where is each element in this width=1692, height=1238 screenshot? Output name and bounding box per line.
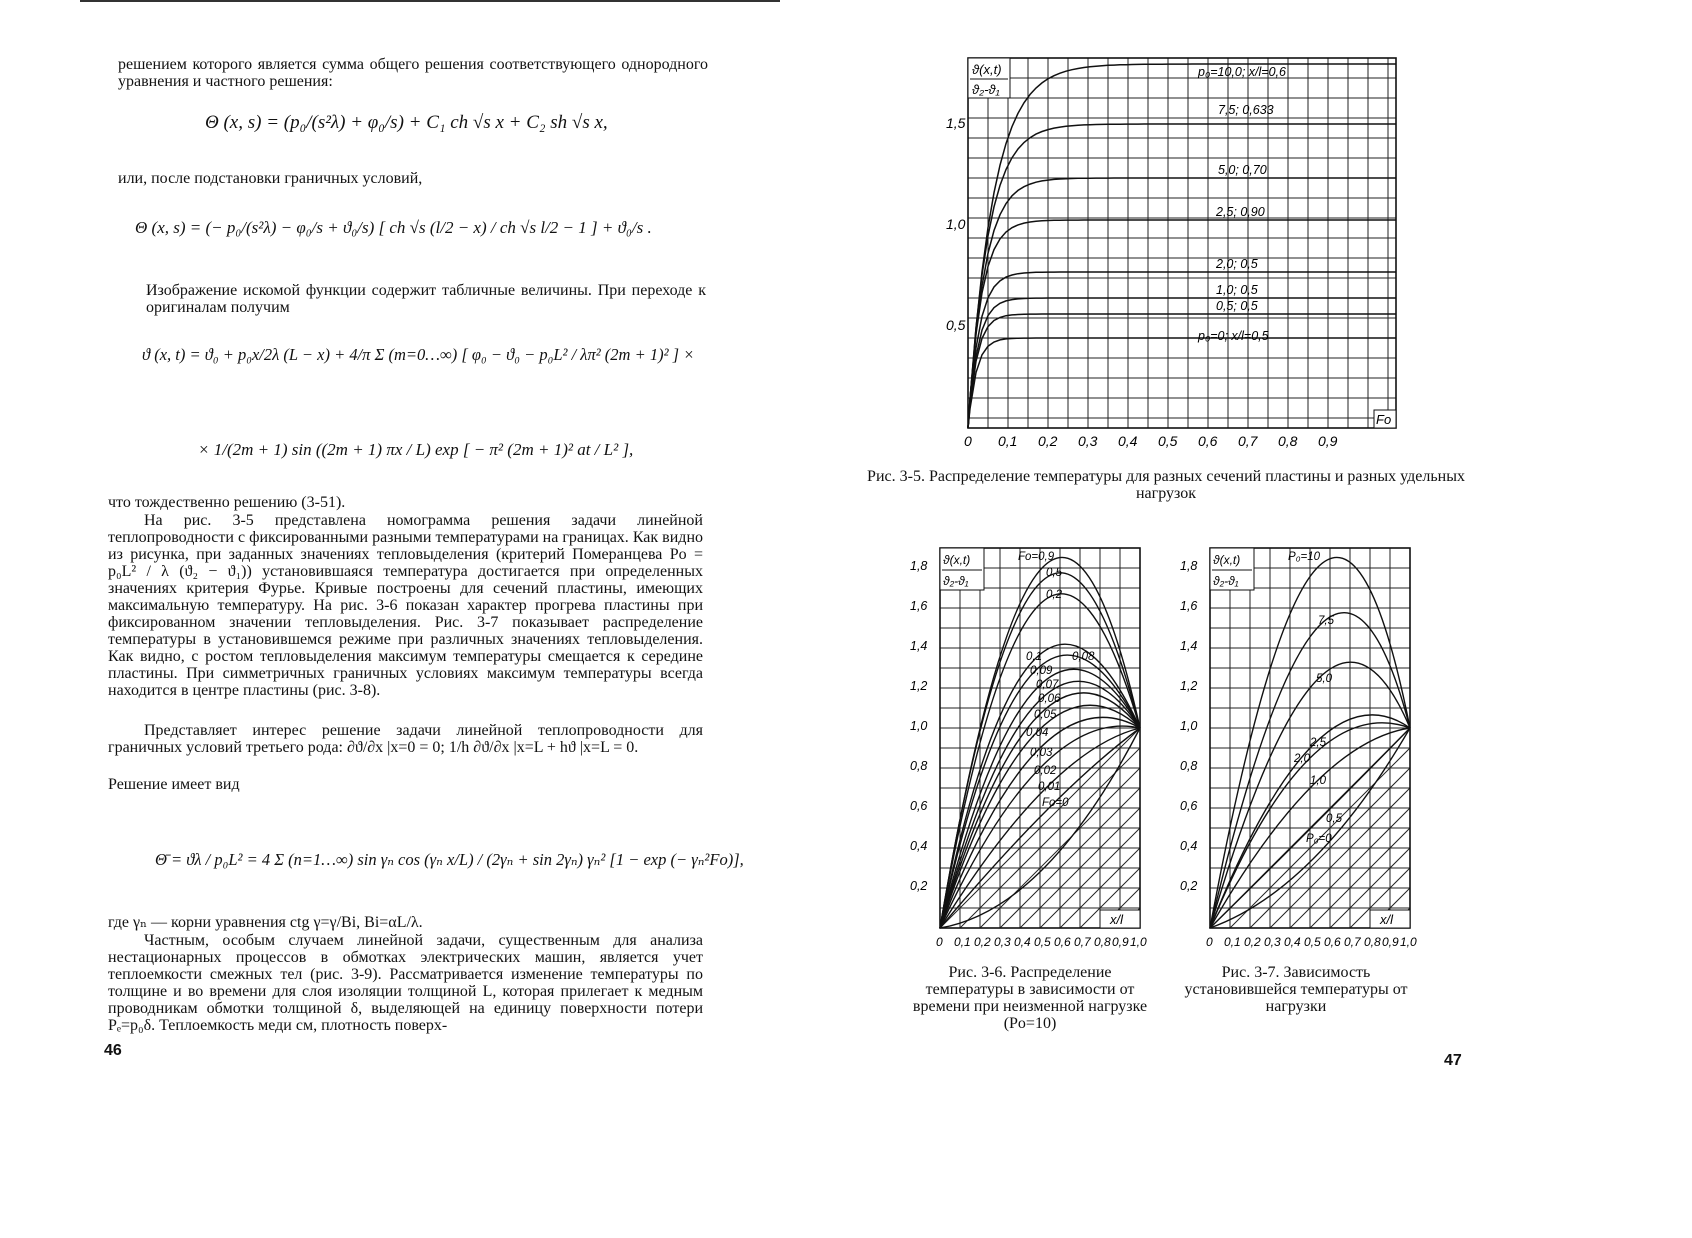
x-tick: 1,0 (1400, 935, 1417, 949)
paragraph: где γₙ — корни уравнения ctg γ=γ/Bi, Bi=αL/λ. (108, 914, 423, 931)
curve-label: Fo=0 (1042, 797, 1069, 809)
x-tick: 0,9 (1318, 433, 1338, 449)
curve-label: p₀=10,0; x/l=0,6 (1198, 65, 1286, 79)
y-tick: 0,6 (1180, 799, 1198, 813)
curve-label: 0,06 (1038, 693, 1061, 705)
x-tick: 0,7 (1238, 433, 1258, 449)
x-tick: 0,7 (1344, 935, 1361, 949)
x-tick: 0 (1206, 935, 1213, 949)
x-tick: 0 (936, 935, 943, 949)
paragraph: решением которого является сумма общего решения соответствующего однородного уравнения и частного решения: (118, 56, 708, 90)
x-tick: 0,3 (1264, 935, 1281, 949)
equation: Θ̄ = ϑλ / p₀L² = 4 Σ (n=1…∞) sin γₙ cos (γₙ x/L) / (2γₙ + sin 2γₙ) γₙ² [1 − exp (− γₙ²Fo)], (155, 850, 744, 869)
x-label: x/l (1110, 912, 1123, 927)
x-label: x/l (1380, 912, 1393, 927)
y-tick: 1,4 (910, 639, 928, 653)
x-tick: 0,9 (1112, 935, 1129, 949)
paragraph: Частным, особым случаем линейной задачи, существенным для анализа нестационарных процессов в обмотках электрических машин, является учет теплоемкости смежных тел (рис. 3-9). Рассматривается изменение температуры по толщине и во времени для слоя изоляции толщиной L, которая прилегает к медным проводникам обмотки толщиной δ, выделяющей на единицу поверхности потери Pₑ=p₀δ. Теплоемкость меди cм, плотность поверх- (108, 932, 703, 1034)
grid-line (1000, 788, 1140, 928)
x-tick: 1,0 (1130, 935, 1147, 949)
y-tick: 1,8 (910, 559, 928, 573)
curve-label: 0,09 (1030, 665, 1053, 677)
x-label: Fo (1376, 412, 1392, 427)
y-tick: 1,5 (946, 115, 966, 131)
curve-labels (1197, 65, 1286, 343)
x-tick: 0,5 (1304, 935, 1321, 949)
curve-label: 1,0 (1310, 775, 1326, 787)
y-tick: 0,4 (910, 839, 928, 853)
y-tick: 1,0 (910, 719, 928, 733)
y-tick: 0,2 (910, 879, 928, 893)
curve-label: P₀=0 (1306, 833, 1332, 845)
x-tick: 0,2 (1038, 433, 1058, 449)
x-ticks (964, 433, 1338, 449)
curve-label: 7,5 (1318, 615, 1334, 627)
x-tick: 0,4 (1118, 433, 1138, 449)
x-tick: 0,8 (1364, 935, 1381, 949)
y-ticks (910, 559, 927, 893)
y-label-box (968, 58, 1010, 98)
curve-label: 0,2 (1046, 589, 1062, 601)
x-tick: 0,6 (1198, 433, 1218, 449)
temperature-curve (968, 178, 1396, 428)
curve-label: 0,05 (1034, 709, 1057, 721)
curve-label: 0,01 (1038, 781, 1061, 793)
curve-label: 7,5; 0,633 (1218, 103, 1274, 117)
x-tick: 0,1 (998, 433, 1018, 449)
y-tick: 0,8 (910, 759, 928, 773)
curve-label: Fo=0,9 (1018, 551, 1055, 563)
curve-label: 0,5 (1326, 813, 1342, 825)
temperature-curve (968, 272, 1396, 428)
x-tick: 0 (964, 433, 972, 449)
x-tick: 0,1 (954, 935, 971, 949)
y-tick: 0,4 (1180, 839, 1198, 853)
y-tick: 1,2 (1180, 679, 1198, 693)
curve-labels (1288, 551, 1343, 845)
paragraph: Представляет интерес решение задачи линейной теплопроводности для граничных условий третьего рода: ∂ϑ/∂x |x=0 = 0; 1/h ∂ϑ/∂x |x=L + hϑ |x=L = 0. (108, 722, 703, 756)
right-page (846, 0, 1692, 1238)
equation: Θ (x, s) = (− p₀/(s²λ) − φ₀/s + ϑ₀/s) [ ch √s (l/2 − x) / ch √s l/2 − 1 ] + ϑ₀/s . (135, 218, 652, 237)
temperature-curve (968, 314, 1396, 428)
x-tick: 0,8 (1278, 433, 1298, 449)
y-tick: 1,4 (1180, 639, 1198, 653)
x-tick: 0,8 (1094, 935, 1111, 949)
page-number: 46 (104, 1042, 122, 1059)
paragraph: или, после подстановки граничных условий, (118, 170, 423, 187)
y-tick: 0,6 (910, 799, 928, 813)
curve-label: 2,0 (1294, 753, 1310, 765)
y-label-bottom: ϑ₂-ϑ₁ (972, 82, 1000, 97)
curve-label: 0,08 (1072, 651, 1095, 663)
curve-label: p₀=0; x/l=0,5 (1198, 329, 1269, 343)
figure-caption: Рис. 3-5. Распределение температуры для разных сечений пластины и разных удельных нагрузок (867, 468, 1465, 502)
curve-labels (1018, 551, 1095, 809)
curve-label: 0,1 (1026, 651, 1042, 663)
y-label-bottom: ϑ₂-ϑ₁ (943, 574, 969, 588)
y-tick: 1,6 (1180, 599, 1198, 613)
temperature-curve (968, 64, 1396, 428)
curve-label: 2,0; 0,5 (1216, 257, 1258, 271)
page-number: 47 (1444, 1052, 1462, 1069)
figure-caption: Рис. 3-7. Зависимость установившейся температуры от нагрузки (1184, 964, 1408, 1015)
y-ticks (1180, 559, 1197, 893)
curves (968, 64, 1396, 428)
temperature-curve (968, 338, 1396, 428)
paragraph: что тождественно решению (3-51). (108, 494, 346, 511)
x-tick: 0,5 (1158, 433, 1178, 449)
x-tick: 0,4 (1014, 935, 1031, 949)
figure-3-5 (926, 40, 1466, 460)
y-label-top: ϑ(x,t) (1213, 553, 1241, 567)
curve-label: 0,5 (1046, 567, 1062, 579)
curve-label: 0,03 (1030, 747, 1053, 759)
x-tick: 0,9 (1382, 935, 1399, 949)
y-tick: 1,6 (910, 599, 928, 613)
figure-3-6 (906, 540, 1156, 960)
x-tick: 0,2 (974, 935, 991, 949)
curve-label: 5,0; 0,70 (1218, 163, 1267, 177)
temperature-curve (968, 220, 1396, 428)
temperature-curve (968, 124, 1396, 428)
grid (968, 58, 1396, 428)
curve-label: 2,5; 0,90 (1216, 205, 1265, 219)
x-tick: 0,6 (1054, 935, 1071, 949)
equation: × 1/(2m + 1) sin ((2m + 1) πx / L) exp [ − π² (2m + 1)² at / L² ], (198, 440, 634, 459)
curve-label: P₀=10 (1288, 551, 1321, 563)
curve-label: 2,5 (1310, 737, 1326, 749)
curve-label: 0,04 (1026, 727, 1049, 739)
paragraph: Решение имеет вид (108, 776, 240, 793)
equation: ϑ (x, t) = ϑ₀ + p₀x/2λ (L − x) + 4/π Σ (m=0…∞) [ φ₀ − ϑ₀ − p₀L² / λπ² (2m + 1)² ] × (142, 345, 695, 364)
x-tick: 0,3 (994, 935, 1011, 949)
curve-label: 5,0 (1316, 673, 1332, 685)
paragraph: Изображение искомой функции содержит табличные величины. При переходе к оригиналам получим (146, 282, 706, 316)
top-rule (80, 0, 780, 2)
y-tick: 0,8 (1180, 759, 1198, 773)
y-tick: 0,5 (946, 317, 966, 333)
curve-label: 1,0; 0,5 (1216, 283, 1258, 297)
curve-label: 0,02 (1034, 765, 1057, 777)
x-tick: 0,1 (1224, 935, 1241, 949)
y-tick: 1,2 (910, 679, 928, 693)
x-ticks (936, 935, 1147, 949)
y-tick: 1,8 (1180, 559, 1198, 573)
figure-caption: Рис. 3-6. Распределение температуры в зависимости от времени при неизменной нагрузке (Po=10) (912, 964, 1148, 1032)
x-tick: 0,4 (1284, 935, 1301, 949)
curve-label: 0,5; 0,5 (1216, 299, 1258, 313)
x-tick: 0,5 (1034, 935, 1051, 949)
x-tick: 0,7 (1074, 935, 1091, 949)
y-tick: 1,0 (946, 216, 966, 232)
curve-label: 0,07 (1036, 679, 1059, 691)
y-label-top: ϑ(x,t) (943, 553, 971, 567)
equation: Θ (x, s) = (p₀/(s²λ) + φ₀/s) + C₁ ch √s x + C₂ sh √s x, (205, 112, 608, 133)
y-label-bottom: ϑ₂-ϑ₁ (1213, 574, 1239, 588)
figure-3-7 (1176, 540, 1426, 960)
y-tick: 1,0 (1180, 719, 1198, 733)
paragraph: На рис. 3-5 представлена номограмма решения задачи линейной теплопроводности с фиксированными разными температурами на границах. Как видно из рисунка, при заданных значениях тепловыделения (критерий Померанцева Po = p₀L² / λ (ϑ₂ − ϑ₁)) установившаяся температура достигается при определенных значениях критерия Фурье. Кривые построены для сечений пластины, имеющих максимальную температуру. На рис. 3-6 показан характер прогрева пластины при фиксированном значении тепловыделения. Рис. 3-7 показывает распределение температуры в установившемся режиме при различных значениях тепловыделения. Как видно, с ростом тепловыделения максимум температуры смещается к середине пластины. При симметричных граничных условиях максимум температуры всегда находится в центре пластины (рис. 3-8). (108, 512, 703, 699)
y-tick: 0,2 (1180, 879, 1198, 893)
x-tick: 0,6 (1324, 935, 1341, 949)
x-tick: 0,3 (1078, 433, 1098, 449)
y-label-top: ϑ(x,t) (972, 62, 1002, 77)
x-tick: 0,2 (1244, 935, 1261, 949)
x-ticks (1206, 935, 1417, 949)
